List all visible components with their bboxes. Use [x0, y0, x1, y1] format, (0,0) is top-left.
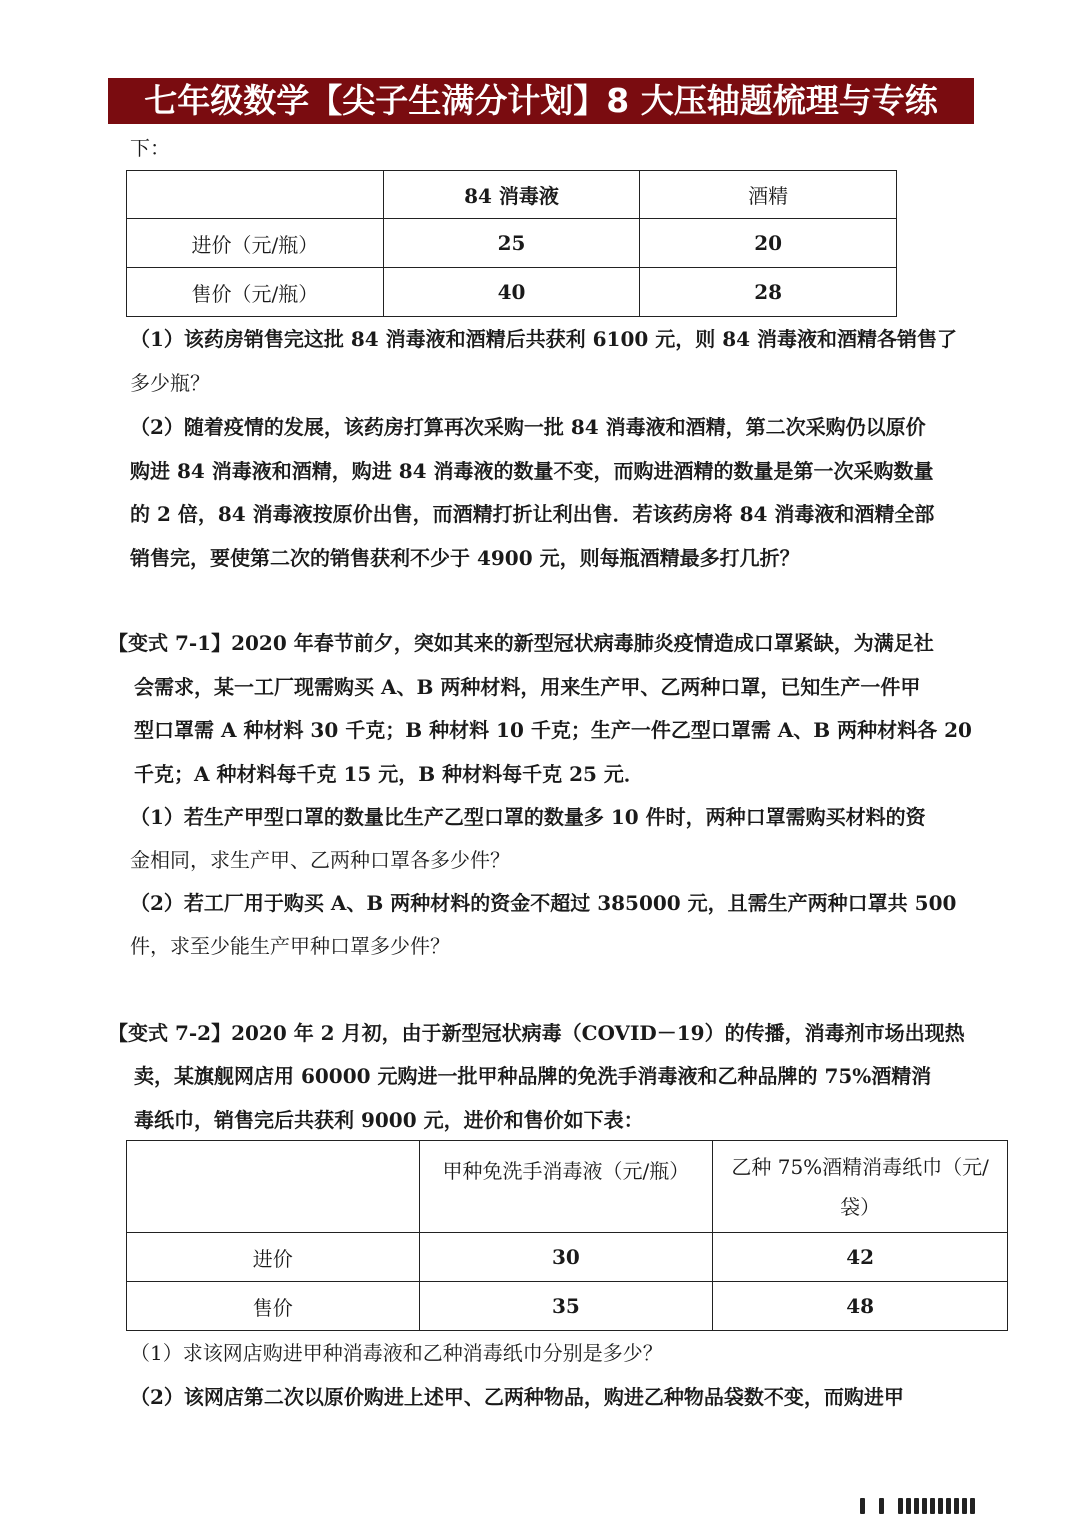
intro-tail: 下： [130, 136, 170, 160]
barcode-bar [970, 1498, 975, 1514]
barcode-bar [938, 1498, 943, 1514]
v71-intro-line1: 【变式 7-1】2020 年春节前夕，突如其来的新型冠状病毒肺炎疫情造成口罩紧缺，为满足社 [108, 631, 934, 655]
v71-intro-line3: 型口罩需 A 种材料 30 千克；B 种材料 10 千克；生产一件乙型口罩需 A、B 两种材料各 20 [134, 718, 972, 742]
v71-intro-line2: 会需求，某一工厂现需购买 A、B 两种材料，用来生产甲、乙两种口罩，已知生产一件甲 [134, 675, 921, 699]
table2-row-label: 售价 [127, 1282, 420, 1331]
v72-part2: （2）该网店第二次以原价购进上述甲、乙两种物品，购进乙种物品袋数不变，而购进甲 [130, 1385, 904, 1409]
table2-row-label: 进价 [127, 1233, 420, 1282]
table1-corner-cell [127, 171, 384, 219]
barcode-bar [898, 1498, 903, 1514]
table1-header-alcohol: 酒精 [640, 171, 897, 219]
price-table-2 [126, 1140, 1008, 1331]
q7-part2-line2: 购进 84 消毒液和酒精，购进 84 消毒液的数量不变，而购进酒精的数量是第一次采购数量 [130, 459, 934, 483]
table1-cell: 40 [383, 268, 640, 317]
q7-part2-line4: 销售完，要使第二次的销售获利不少于 4900 元，则每瓶酒精最多打几折？ [130, 546, 800, 570]
v72-part1: （1）求该网店购进甲种消毒液和乙种消毒纸巾分别是多少？ [130, 1341, 663, 1365]
v72-intro-line2: 卖，某旗舰网店用 60000 元购进一批甲种品牌的免洗手消毒液和乙种品牌的 75%酒精消 [134, 1064, 932, 1088]
barcode-bar [946, 1498, 951, 1514]
table2-cell: 35 [419, 1282, 713, 1331]
v71-part2-line2: 件，求至少能生产甲种口罩多少件？ [130, 934, 450, 958]
table2-header-wipes [713, 1141, 1008, 1233]
table1-header-84: 84 消毒液 [383, 171, 640, 219]
table1-row-label: 进价（元/瓶） [127, 219, 384, 268]
v71-part1-line2: 金相同，求生产甲、乙两种口罩各多少件？ [130, 848, 510, 872]
table1-cell: 25 [383, 219, 640, 268]
scan-barcode-strip [860, 1496, 1060, 1516]
table2-cell: 30 [419, 1233, 713, 1282]
table2-cell: 48 [713, 1282, 1008, 1331]
barcode-bar [914, 1498, 919, 1514]
table2-header-wipes-line2: 袋） [840, 1194, 881, 1219]
table1-cell: 28 [640, 268, 897, 317]
barcode-bar [962, 1498, 967, 1514]
barcode-bar [906, 1498, 911, 1514]
table2-cell: 42 [713, 1233, 1008, 1282]
v71-part2-line1: （2）若工厂用于购买 A、B 两种材料的资金不超过 385000 元，且需生产两种口罩共 500 [130, 891, 957, 915]
table1-row-label: 售价（元/瓶） [127, 268, 384, 317]
page-title-banner: 七年级数学【尖子生满分计划】8 大压轴题梳理与专练 [108, 78, 974, 124]
table1-cell: 20 [640, 219, 897, 268]
barcode-bar [879, 1498, 884, 1514]
q7-part2-line3: 的 2 倍，84 消毒液按原价出售，而酒精打折让利出售．若该药房将 84 消毒液和酒精全部 [130, 502, 935, 526]
price-table-1 [126, 170, 897, 317]
barcode-bar [860, 1498, 865, 1514]
table2-header-wipes-line1: 乙种 75%酒精消毒纸巾（元/ [731, 1154, 989, 1179]
table2-corner-cell [127, 1141, 420, 1233]
barcode-bar [954, 1498, 959, 1514]
barcode-bar [922, 1498, 927, 1514]
q7-part1-line2: 多少瓶？ [130, 371, 210, 395]
v72-intro-line3: 毒纸巾，销售完后共获利 9000 元，进价和售价如下表： [134, 1108, 644, 1132]
v71-intro-line4: 千克；A 种材料每千克 15 元，B 种材料每千克 25 元． [134, 762, 644, 786]
v72-intro-line1: 【变式 7-2】2020 年 2 月初，由于新型冠状病毒（COVID－19）的传播，消毒剂市场出现热 [108, 1021, 965, 1045]
q7-part1-line1: （1）该药房销售完这批 84 消毒液和酒精后共获利 6100 元，则 84 消毒液和酒精各销售了 [130, 327, 958, 351]
table2-header-sanitizer: 甲种免洗手消毒液（元/瓶） [419, 1141, 713, 1233]
v71-part1-line1: （1）若生产甲型口罩的数量比生产乙型口罩的数量多 10 件时，两种口罩需购买材料的资 [130, 805, 926, 829]
q7-part2-line1: （2）随着疫情的发展，该药房打算再次采购一批 84 消毒液和酒精，第二次采购仍以原价 [130, 415, 926, 439]
barcode-bar [930, 1498, 935, 1514]
